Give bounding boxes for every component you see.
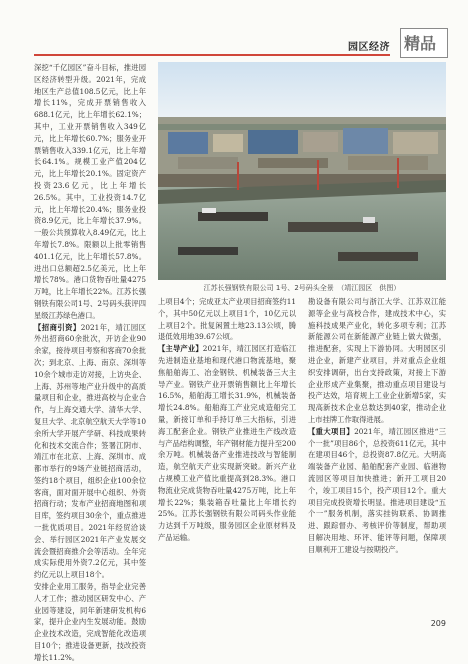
paragraph-investment-body: 2021年，靖江园区外出招商60余批次，开访企业90余家，接待项目考察和客商70余批次；到北京、上海、南京、深圳等10余个城市走访对接，上访央企、上海、苏州等地产业升级中的高质量项目和企业，推进高校与企业合作，与上海交通大学、清华大学、复旦大学、北京航空航天大学等10余所大学开展产学研、科技成果转化和技术交流合作；签署江阴市、靖江市在北京、上海、深圳市、成都市举行的9场产业链招商活动，签约18个项目，组织企业100余位客商，面对面开展中心组织、外资招商行动；发布产业招商地图和项目库，签约项目30余个，重点推进一批优质项目。2021年经贸洽谈会、举行园区2021年产业发展交流会暨招商推介会等活动。全年完成实际使用外资7.2亿元，其中签约亿元以上项目18个。 bbox=[34, 322, 146, 580]
page-header bbox=[0, 0, 468, 58]
logo bbox=[400, 28, 448, 58]
column-left bbox=[34, 62, 146, 662]
column-middle bbox=[158, 296, 296, 626]
paragraph-industry bbox=[158, 343, 296, 544]
column-right bbox=[308, 296, 446, 626]
paragraph-investment bbox=[34, 322, 146, 582]
header-divider bbox=[34, 54, 390, 56]
paragraph-innovation: 勘设备有限公司与浙江大学、江苏双江能源等企业与高校合作，建成技术中心，实施科技成果产业化，转化多项专利；江苏新能源公司在新能源产业链上做大做强，推进配套，实现上下游协同。大明园区引进企业，新建产业项目，并对重点企业组织安排调研，出台支持政策，对接上下游企业形成产业集聚，推动重点项目建设与投产达效，培育规上工业企业新增5家，实现高新技术企业总数达到40家，推动企业上市挂牌工作取得进展。 bbox=[308, 297, 446, 424]
paragraph-industry-body: 2021年，靖江园区打造临江先进制造业基地和现代港口物流基地，聚焦船舶海工、冶金钢铁、机械装备三大主导产业。钢铁产业开票销售额比上年增长16.5%，船舶海工增长31.9%，机械装备增长24.8%。船舶海工产业完成造船完工量，新接订单和手持订单三大指标，引进海工配套企业。钢铁产业推进生产线改造与产品结构调整，年产钢材能力提升至200余万吨。机械装备产业推进技改与智能制造，航空航天产业实现新突破。新兴产业占规模工业产值比重提高到28.3%。港口物流业完成货物吞吐量4275万吨，比上年增长22%；集装箱吞吐量比上年增长约25%。江苏长强钢铁有限公司码头作业能力达到千万吨级，服务园区企业原材料及产品运输。 bbox=[158, 344, 297, 542]
port-photo bbox=[158, 62, 446, 280]
section-heading-industry: 【主导产业】 bbox=[158, 344, 203, 354]
paragraph-projects bbox=[308, 426, 446, 556]
section-heading-projects: 【重大项目】 bbox=[308, 426, 355, 436]
logo-text: 精品 bbox=[404, 34, 437, 53]
section-label: 园区经济 bbox=[348, 42, 390, 53]
paragraph-projects-body: 2021年，靖江园区推进“三个一批”项目86个，总投资611亿元，其中在建项目46个，总投资87.8亿元。大明高端装备产业园、船舶配套产业园、临港物流园区等项目加快推进；新开工项目20个，竣工项目15个，投产项目12个。重大项目完成投资增长明显。推进项目建设“五个一”服务机制，落实挂钩联系、协调推进、跟踪督办、考核评价等制度，帮助项目解决用地、环评、能评等问题，保障项目顺利开工建设与按期投产。 bbox=[308, 426, 446, 554]
photo-caption: 江苏长强钢铁有限公司 1号、2号码头全景 （靖江园区 供图） bbox=[203, 284, 401, 292]
paragraph-support: 安排企业用工服务，指导企业完善人才工作；推动园区研发中心、产业园等建设，同年新建研发机构6家，提升企业内生发展动能。鼓励企业技术改造，完成智能化改造项目10个；推进设备更新，技改投资增长11.2%。 bbox=[34, 582, 146, 662]
paragraph-land: 上项目4个；完成亚太产业项目招商签约11个，其中50亿元以上项目1个，10亿元以上项目2个。批复闲置土地23.13公顷，腾退低效用地39.67公顷。 bbox=[158, 297, 296, 342]
paragraph-economy: 深挖“千亿园区”奋斗目标，推进园区经济转型升级。2021年，完成地区生产总值108.5亿元，比上年增长11%，完成开票销售收入688.1亿元，比上年增长62.1%；其中，工业开票销售收入349亿元，比上年增长60.7%；服务业开票销售收入339.1亿元，比上年增长64.1%。规模工业产值204亿元，比上年增长20.1%。固定资产投资23.6亿元，比上年增长26.5%。其中，工业投资14.7亿元，比上年增长20.4%；服务业投资8.9亿元，比上年增长37.9%。一般公共预算收入8.49亿元，比上年增长7.8%。限额以上批零销售401.1亿元，比上年增长57.8%。进出口总额超2.5亿美元，比上年增长78%。港口货物吞吐量4275万吨，比上年增长22%。江苏长强钢铁有限公司1号、2号码头获评四星级江苏绿色港口。 bbox=[34, 63, 146, 320]
port-aerial-image bbox=[158, 62, 446, 280]
section-heading-investment: 【招商引资】 bbox=[34, 322, 81, 332]
page-number: 209 bbox=[430, 619, 446, 628]
